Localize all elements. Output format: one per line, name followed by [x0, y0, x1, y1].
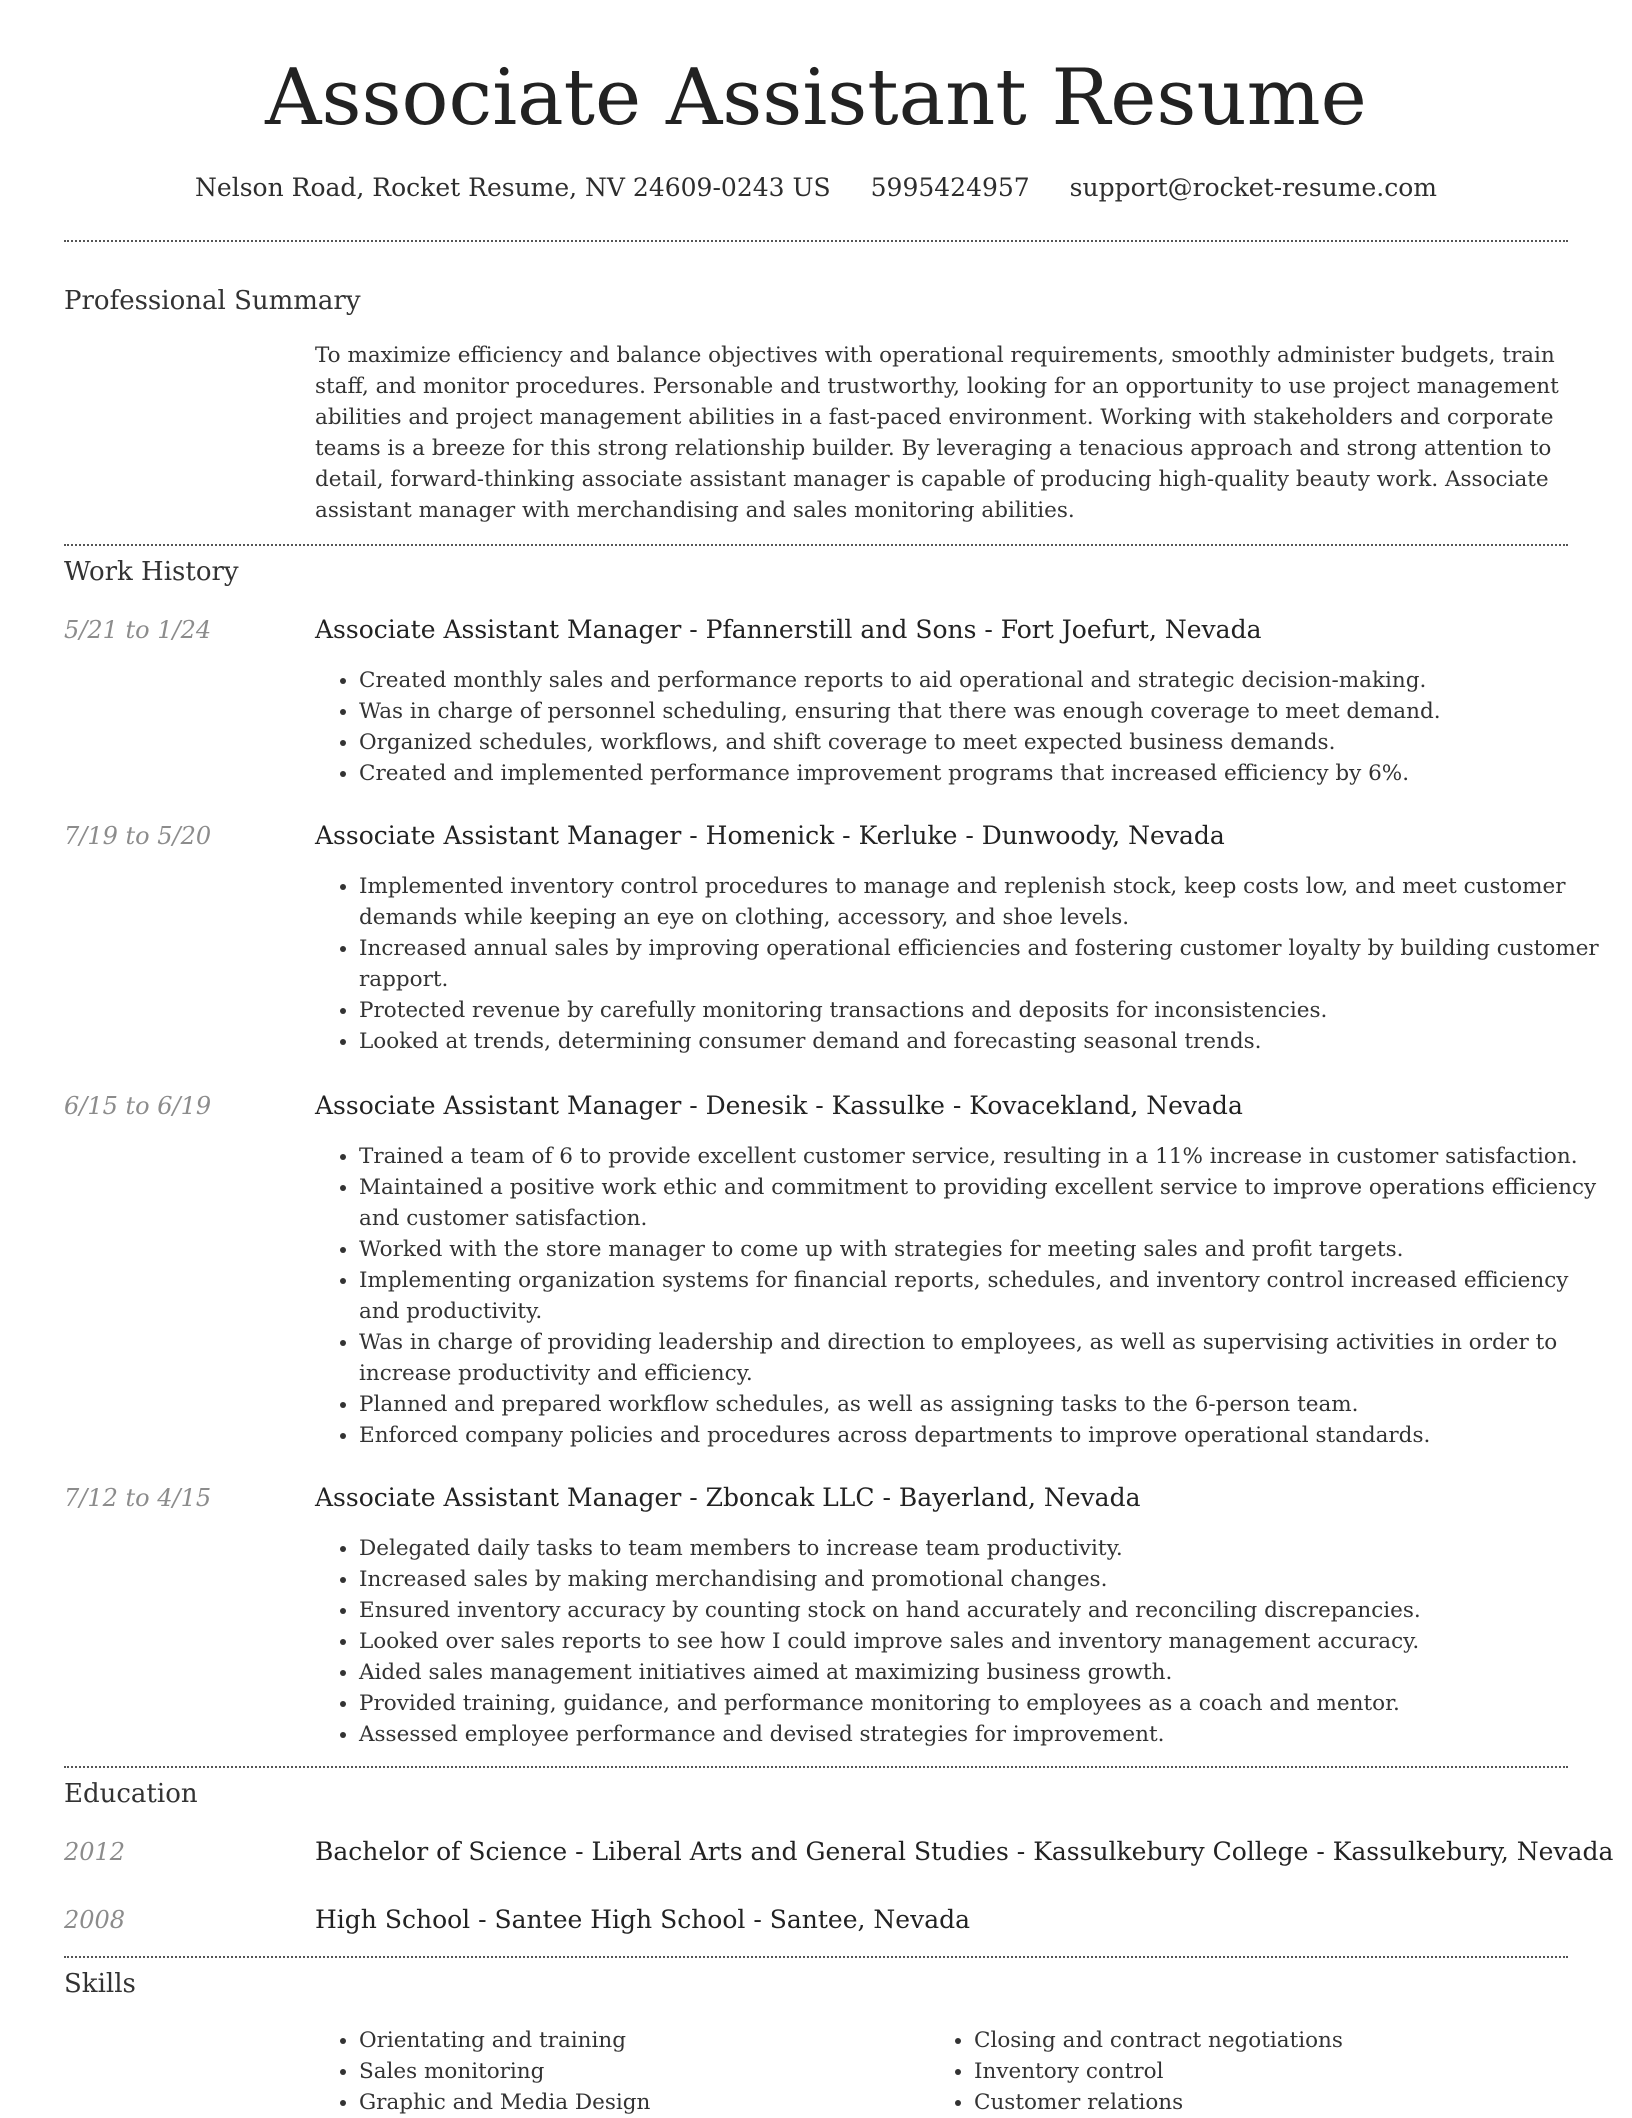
- education-entry: Bachelor of Science - Liberal Arts and General Studies - Kassulkebury College - Kassulkebury, Nevada: [315, 1837, 1614, 1866]
- skills-list-left: [315, 2025, 919, 2118]
- job-bullet: • Increased annual sales by improving operational efficiencies and fostering customer loyalty by building customer rapport.: [359, 933, 1609, 995]
- job-bullets: [315, 665, 1609, 789]
- job-bullet: • Planned and prepared workflow schedules, as well as assigning tasks to the 6-person team.: [359, 1389, 1609, 1420]
- skill-item: • Customer relations: [974, 2087, 1574, 2118]
- resume-title: Associate Assistant Resume: [265, 53, 1367, 143]
- job-bullet: • Increased sales by making merchandising and promotional changes.: [359, 1564, 1609, 1595]
- job-bullet: • Trained a team of 6 to provide excellent customer service, resulting in a 11% increase in customer satisfaction.: [359, 1141, 1609, 1172]
- job-dates: 7/12 to 4/15: [64, 1484, 212, 1512]
- job-dates: 7/19 to 5/20: [64, 822, 212, 850]
- education-year: 2012: [64, 1838, 126, 1866]
- contact-line: [0, 170, 1632, 206]
- job-bullet: • Maintained a positive work ethic and commitment to providing excellent service to improve operations efficiency and customer satisfaction.: [359, 1172, 1609, 1234]
- summary-text: To maximize efficiency and balance objectives with operational requirements, smoothly administer budgets, train staff, and monitor procedures. Personable and trustworthy, looking for an opportunity to use project management abilities and project management abilities in a fast-paced environment. Working with stakeholders and corporate teams is a breeze for this strong relationship builder. By leveraging a tenacious approach and strong attention to detail, forward-thinking associate assistant manager is capable of producing high-quality beauty work. Associate assistant manager with merchandising and sales monitoring abilities.: [315, 343, 1559, 523]
- job-bullet: • Created monthly sales and performance reports to aid operational and strategic decision-making.: [359, 665, 1609, 696]
- job-bullets: [315, 871, 1609, 1057]
- skill-item: • Sales monitoring: [359, 2056, 919, 2087]
- job-bullet: • Enforced company policies and procedures across departments to improve operational standards.: [359, 1420, 1609, 1451]
- job-bullet: • Assessed employee performance and devised strategies for improvement.: [359, 1719, 1609, 1750]
- job-bullet: • Was in charge of providing leadership and direction to employees, as well as supervising activities in order to increase productivity and efficiency.: [359, 1327, 1609, 1389]
- contact-email: support@rocket-resume.com: [1069, 173, 1437, 202]
- skill-item: • Orientating and training: [359, 2025, 919, 2056]
- job-title: Associate Assistant Manager - Denesik - Kassulke - Kovacekland, Nevada: [315, 1091, 1243, 1120]
- section-title-work-history: Work History: [64, 557, 239, 587]
- job-dates: 6/15 to 6/19: [64, 1092, 212, 1120]
- job-bullet: • Ensured inventory accuracy by counting stock on hand accurately and reconciling discrepancies.: [359, 1595, 1609, 1626]
- contact-address: Nelson Road, Rocket Resume, NV 24609-0243 US: [195, 173, 831, 202]
- job-bullet: • Protected revenue by carefully monitoring transactions and deposits for inconsistencies.: [359, 995, 1609, 1026]
- job-bullet: • Worked with the store manager to come up with strategies for meeting sales and profit targets.: [359, 1234, 1609, 1265]
- job-bullet: • Delegated daily tasks to team members to increase team productivity.: [359, 1533, 1609, 1564]
- job-bullet: • Was in charge of personnel scheduling, ensuring that there was enough coverage to meet demand.: [359, 696, 1609, 727]
- skill-item: • Inventory control: [974, 2056, 1574, 2087]
- job-bullet: • Organized schedules, workflows, and shift coverage to meet expected business demands.: [359, 727, 1609, 758]
- education-entry: High School - Santee High School - Santee, Nevada: [315, 1905, 971, 1934]
- section-title-education: Education: [64, 1779, 198, 1809]
- skills-list-right: [930, 2025, 1574, 2118]
- education-year: 2008: [64, 1906, 126, 1934]
- skill-item: • Graphic and Media Design: [359, 2087, 919, 2118]
- job-bullet: • Implemented inventory control procedures to manage and replenish stock, keep costs low, and meet customer demands while keeping an eye on clothing, accessory, and shoe levels.: [359, 871, 1609, 933]
- divider: [64, 1766, 1568, 1768]
- job-bullet: • Looked over sales reports to see how I could improve sales and inventory management accuracy.: [359, 1626, 1609, 1657]
- job-bullet: • Aided sales management initiatives aimed at maximizing business growth.: [359, 1657, 1609, 1688]
- job-title: Associate Assistant Manager - Homenick - Kerluke - Dunwoody, Nevada: [315, 821, 1225, 850]
- divider: [64, 544, 1568, 546]
- divider: [64, 240, 1568, 242]
- job-bullet: • Provided training, guidance, and performance monitoring to employees as a coach and mentor.: [359, 1688, 1609, 1719]
- job-bullet: • Implementing organization systems for financial reports, schedules, and inventory control increased efficiency and productivity.: [359, 1265, 1609, 1327]
- job-bullet: • Looked at trends, determining consumer demand and forecasting seasonal trends.: [359, 1026, 1609, 1057]
- section-title-skills: Skills: [64, 1969, 136, 1999]
- job-bullet: • Created and implemented performance improvement programs that increased efficiency by 6%.: [359, 758, 1609, 789]
- divider: [64, 1956, 1568, 1958]
- job-bullets: [315, 1533, 1609, 1750]
- skill-item: • Closing and contract negotiations: [974, 2025, 1574, 2056]
- job-bullets: [315, 1141, 1609, 1451]
- section-title-summary: Professional Summary: [64, 286, 361, 316]
- job-title: Associate Assistant Manager - Zboncak LLC - Bayerland, Nevada: [315, 1483, 1141, 1512]
- job-dates: 5/21 to 1/24: [64, 616, 212, 644]
- contact-phone: 5995424957: [870, 173, 1030, 202]
- job-title: Associate Assistant Manager - Pfannerstill and Sons - Fort Joefurt, Nevada: [315, 615, 1262, 644]
